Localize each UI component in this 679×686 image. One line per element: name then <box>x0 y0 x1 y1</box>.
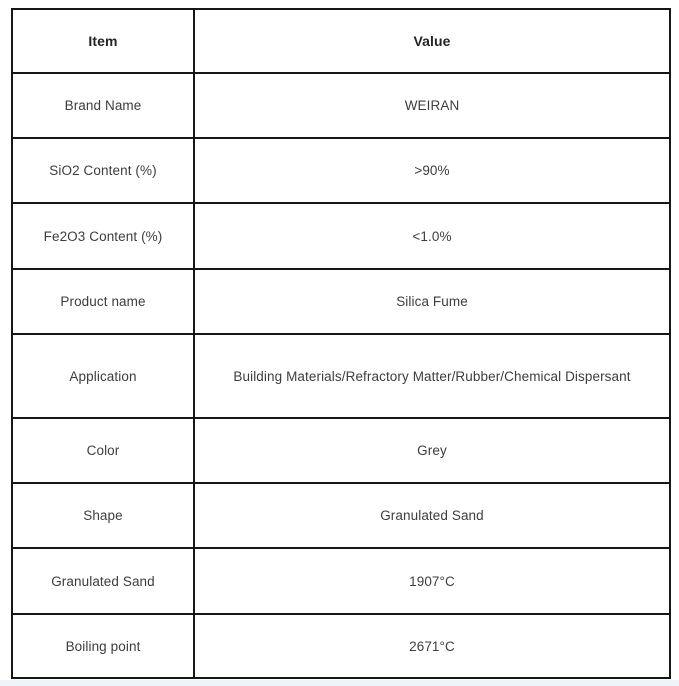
page-bottom-strip <box>0 680 679 686</box>
item-cell: Application <box>12 334 194 418</box>
value-cell: Building Materials/Refractory Matter/Rubber/Chemical Dispersant <box>194 334 670 418</box>
item-cell: Boiling point <box>12 614 194 678</box>
value-cell: Grey <box>194 418 670 483</box>
table-row <box>12 548 670 614</box>
value-header-cell: Value <box>194 9 670 73</box>
value-cell: >90% <box>194 138 670 203</box>
item-cell: Fe2O3 Content (%) <box>12 203 194 269</box>
item-header-cell: Item <box>12 9 194 73</box>
value-cell: 2671°C <box>194 614 670 678</box>
table-row <box>12 614 670 678</box>
item-cell: Shape <box>12 483 194 548</box>
value-cell: 1907°C <box>194 548 670 614</box>
item-cell: Product name <box>12 269 194 334</box>
table-row <box>12 73 670 138</box>
value-cell: <1.0% <box>194 203 670 269</box>
table-header-row <box>12 9 670 73</box>
value-cell: Silica Fume <box>194 269 670 334</box>
table-row <box>12 418 670 483</box>
table-row <box>12 334 670 418</box>
item-cell: Brand Name <box>12 73 194 138</box>
table-row <box>12 269 670 334</box>
item-cell: Granulated Sand <box>12 548 194 614</box>
product-spec-table <box>11 8 671 679</box>
item-cell: Color <box>12 418 194 483</box>
value-cell: WEIRAN <box>194 73 670 138</box>
table-row <box>12 203 670 269</box>
item-cell: SiO2 Content (%) <box>12 138 194 203</box>
value-cell: Granulated Sand <box>194 483 670 548</box>
table-row <box>12 483 670 548</box>
table-row <box>12 138 670 203</box>
